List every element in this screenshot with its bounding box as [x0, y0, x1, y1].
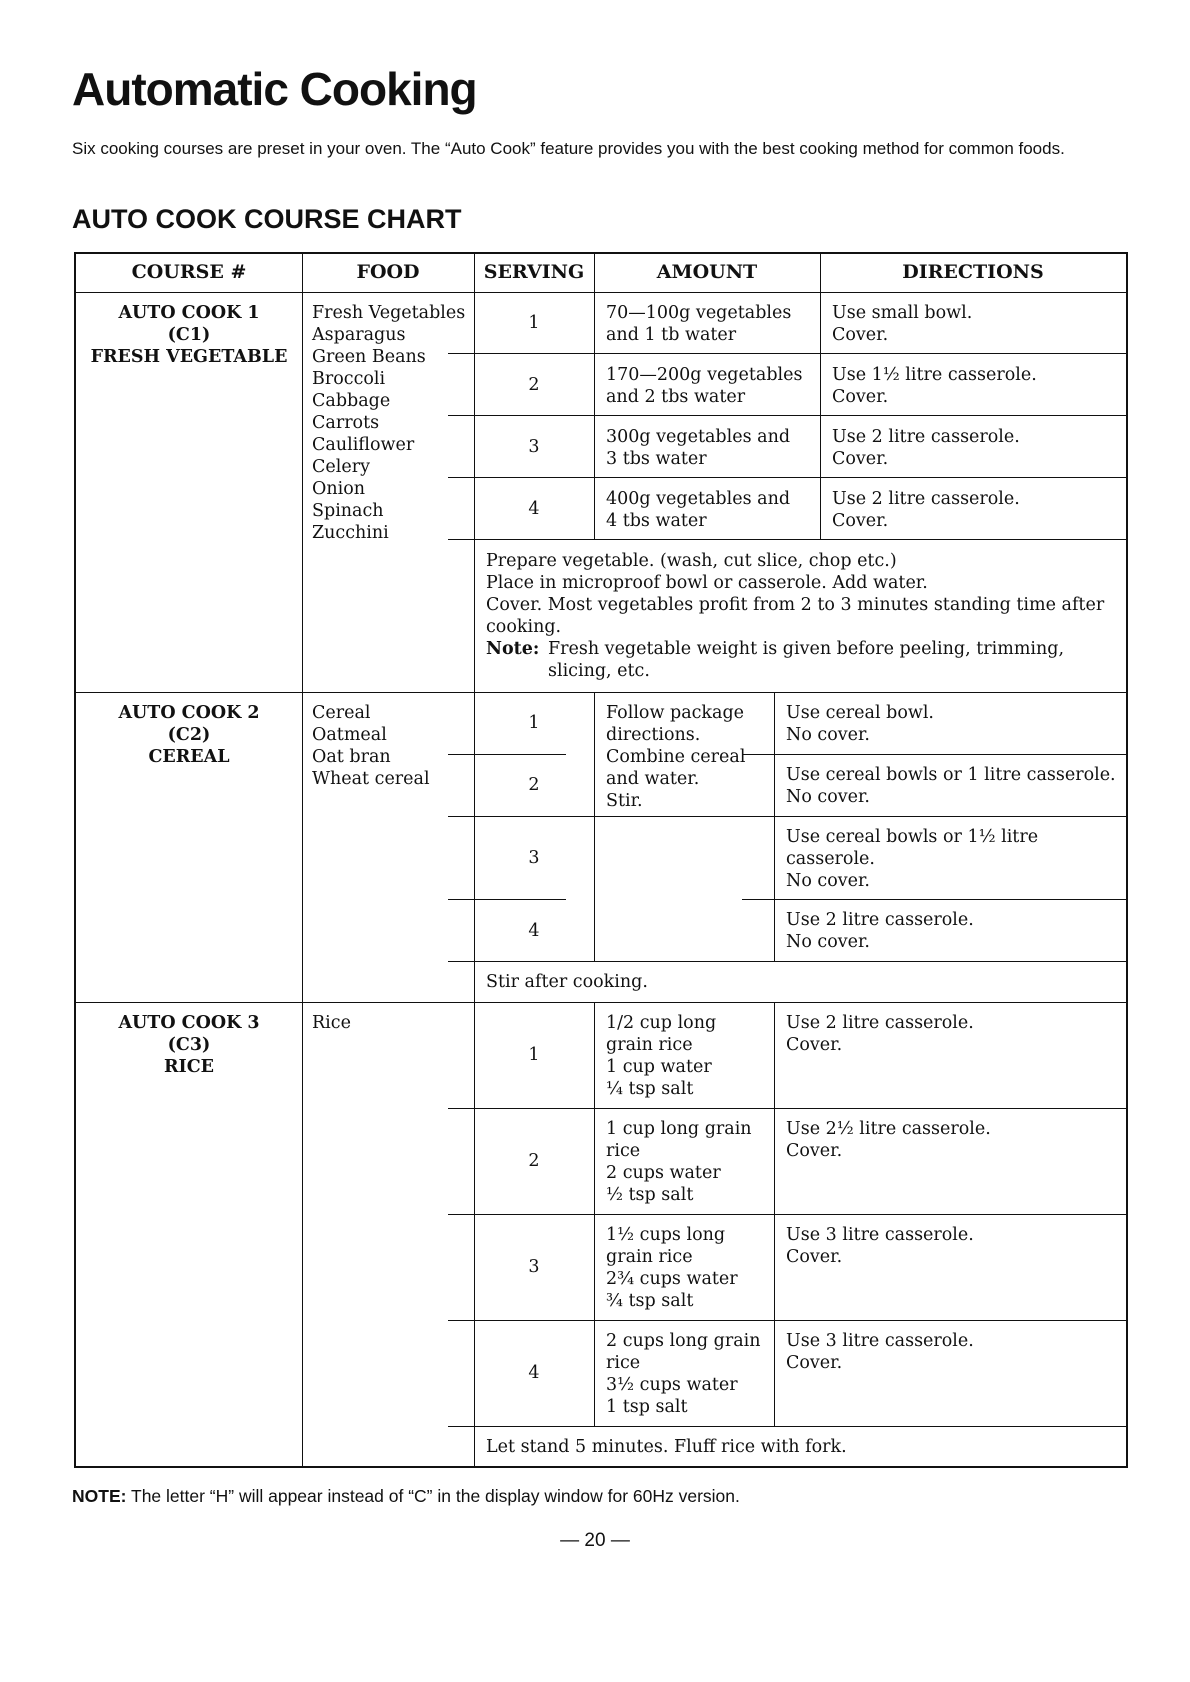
- page-title: Automatic Cooking: [72, 63, 477, 115]
- amount-c1-1: 70—100g vegetables and 1 tb water: [606, 303, 792, 345]
- footer-note: [72, 1486, 740, 1507]
- serving-c1-2: 2: [528, 375, 540, 395]
- amount-c3-1: 1/2 cup long grain rice 1 cup water ¼ tsp salt: [606, 1013, 717, 1099]
- intro-paragraph: Six cooking courses are preset in your oven. The “Auto Cook” feature provides you with the best cooking method for common foods.: [72, 139, 1065, 158]
- footer-note-text: The letter “H” will appear instead of “C” in the display window for 60Hz version.: [131, 1486, 740, 1506]
- directions-c1-2: Use 1½ litre casserole. Cover.: [832, 365, 1037, 407]
- rule-v-amount-c3: [774, 1002, 775, 1426]
- course-c1: AUTO COOK 1 (C1) FRESH VEGETABLE: [90, 303, 288, 367]
- footer-note-label: NOTE:: [72, 1486, 127, 1506]
- serving-c3-2: 2: [528, 1151, 540, 1171]
- rule-c1-row3: [448, 477, 1126, 478]
- directions-c3-2: Use 2½ litre casserole. Cover.: [786, 1119, 991, 1161]
- amount-c3-3: 1½ cups long grain rice 2¾ cups water ¾ tsp salt: [606, 1225, 738, 1311]
- directions-c3-3: Use 3 litre casserole. Cover.: [786, 1225, 974, 1267]
- rule-c1-row4: [448, 539, 1126, 540]
- amount-c3-4: 2 cups long grain rice 3½ cups water 1 tsp salt: [606, 1331, 761, 1417]
- rule-c2-end: [76, 1002, 1126, 1003]
- rule-v-amount-c1: [820, 292, 821, 539]
- amount-c2: Follow package directions. Combine cereal and water. Stir.: [606, 703, 746, 811]
- serving-c2-2: 2: [528, 775, 540, 795]
- rule-v-serving-c1: [594, 292, 595, 539]
- serving-c1-3: 3: [528, 437, 540, 457]
- rule-c2-d3: [742, 899, 1126, 900]
- directions-c2-2: Use cereal bowls or 1 litre casserole. No cover.: [786, 765, 1116, 807]
- note-c1-label: Note:: [486, 639, 540, 659]
- rule-c2-d1: [742, 754, 1126, 755]
- rule-c2-row4: [448, 961, 1126, 962]
- food-c2: Cereal Oatmeal Oat bran Wheat cereal: [312, 703, 430, 789]
- note-c1-text: Fresh vegetable weight is given before peeling, trimming, slicing, etc.: [548, 639, 1065, 681]
- food-c1: Fresh Vegetables Asparagus Green Beans Broccoli Cabbage Carrots Cauliflower Celery Onion Spinach Zucchini: [312, 303, 466, 543]
- serving-c3-4: 4: [528, 1363, 540, 1383]
- instructions-c1: Prepare vegetable. (wash, cut slice, chop etc.) Place in microproof bowl or casserole. Add water. Cover. Most vegetables profit from 2 to 3 minutes standing time after cooking.: [486, 551, 1105, 637]
- rule-c2-row2: [448, 816, 1126, 817]
- directions-c2-1: Use cereal bowl. No cover.: [786, 703, 934, 745]
- instructions-c3: Let stand 5 minutes. Fluff rice with fork.: [486, 1437, 847, 1457]
- rule-c1-row1: [448, 353, 1126, 354]
- rule-c2-s3: [448, 899, 566, 900]
- serving-c2-1: 1: [528, 713, 540, 733]
- instructions-c2: Stir after cooking.: [486, 972, 648, 992]
- rule-c3-row2: [448, 1214, 1126, 1215]
- rule-c3-row4: [448, 1426, 1126, 1427]
- rule-c1-row2: [448, 415, 1126, 416]
- page-number: — 20 —: [560, 1530, 630, 1551]
- directions-c3-4: Use 3 litre casserole. Cover.: [786, 1331, 974, 1373]
- header-food: FOOD: [356, 261, 420, 283]
- directions-c3-1: Use 2 litre casserole. Cover.: [786, 1013, 974, 1055]
- directions-c2-4: Use 2 litre casserole. No cover.: [786, 910, 974, 952]
- rule-c3-row1: [448, 1108, 1126, 1109]
- rule-v-amount-c2: [774, 692, 775, 961]
- directions-c2-3: Use cereal bowls or 1½ litre casserole. No cover.: [786, 827, 1039, 891]
- rule-c3-row3: [448, 1320, 1126, 1321]
- directions-c1-1: Use small bowl. Cover.: [832, 303, 973, 345]
- note-c1: [486, 638, 1116, 682]
- rule-v-serving-c2: [594, 692, 595, 961]
- amount-c1-4: 400g vegetables and 4 tbs water: [606, 489, 791, 531]
- auto-cook-course-chart: [74, 252, 1128, 1468]
- serving-c1-4: 4: [528, 499, 540, 519]
- chart-title: AUTO COOK COURSE CHART: [72, 204, 462, 234]
- header-serving: SERVING: [483, 261, 585, 283]
- rule-header: [76, 292, 1126, 293]
- amount-c1-2: 170—200g vegetables and 2 tbs water: [606, 365, 803, 407]
- rule-v-serving-c3: [594, 1002, 595, 1426]
- amount-c3-2: 1 cup long grain rice 2 cups water ½ tsp salt: [606, 1119, 752, 1205]
- serving-c3-1: 1: [528, 1045, 540, 1065]
- header-amount: AMOUNT: [656, 261, 758, 283]
- directions-c1-3: Use 2 litre casserole. Cover.: [832, 427, 1020, 469]
- rule-c1-end: [76, 692, 1126, 693]
- amount-c1-3: 300g vegetables and 3 tbs water: [606, 427, 791, 469]
- serving-c3-3: 3: [528, 1257, 540, 1277]
- directions-c1-4: Use 2 litre casserole. Cover.: [832, 489, 1020, 531]
- course-c3: AUTO COOK 3 (C3) RICE: [118, 1013, 260, 1077]
- course-c2: AUTO COOK 2 (C2) CEREAL: [118, 703, 260, 767]
- header-directions: DIRECTIONS: [902, 261, 1044, 283]
- rule-v-course: [302, 254, 303, 1466]
- serving-c2-4: 4: [528, 921, 540, 941]
- header-course: COURSE #: [131, 261, 247, 283]
- serving-c2-3: 3: [528, 848, 540, 868]
- food-c3: Rice: [312, 1013, 351, 1033]
- serving-c1-1: 1: [528, 313, 540, 333]
